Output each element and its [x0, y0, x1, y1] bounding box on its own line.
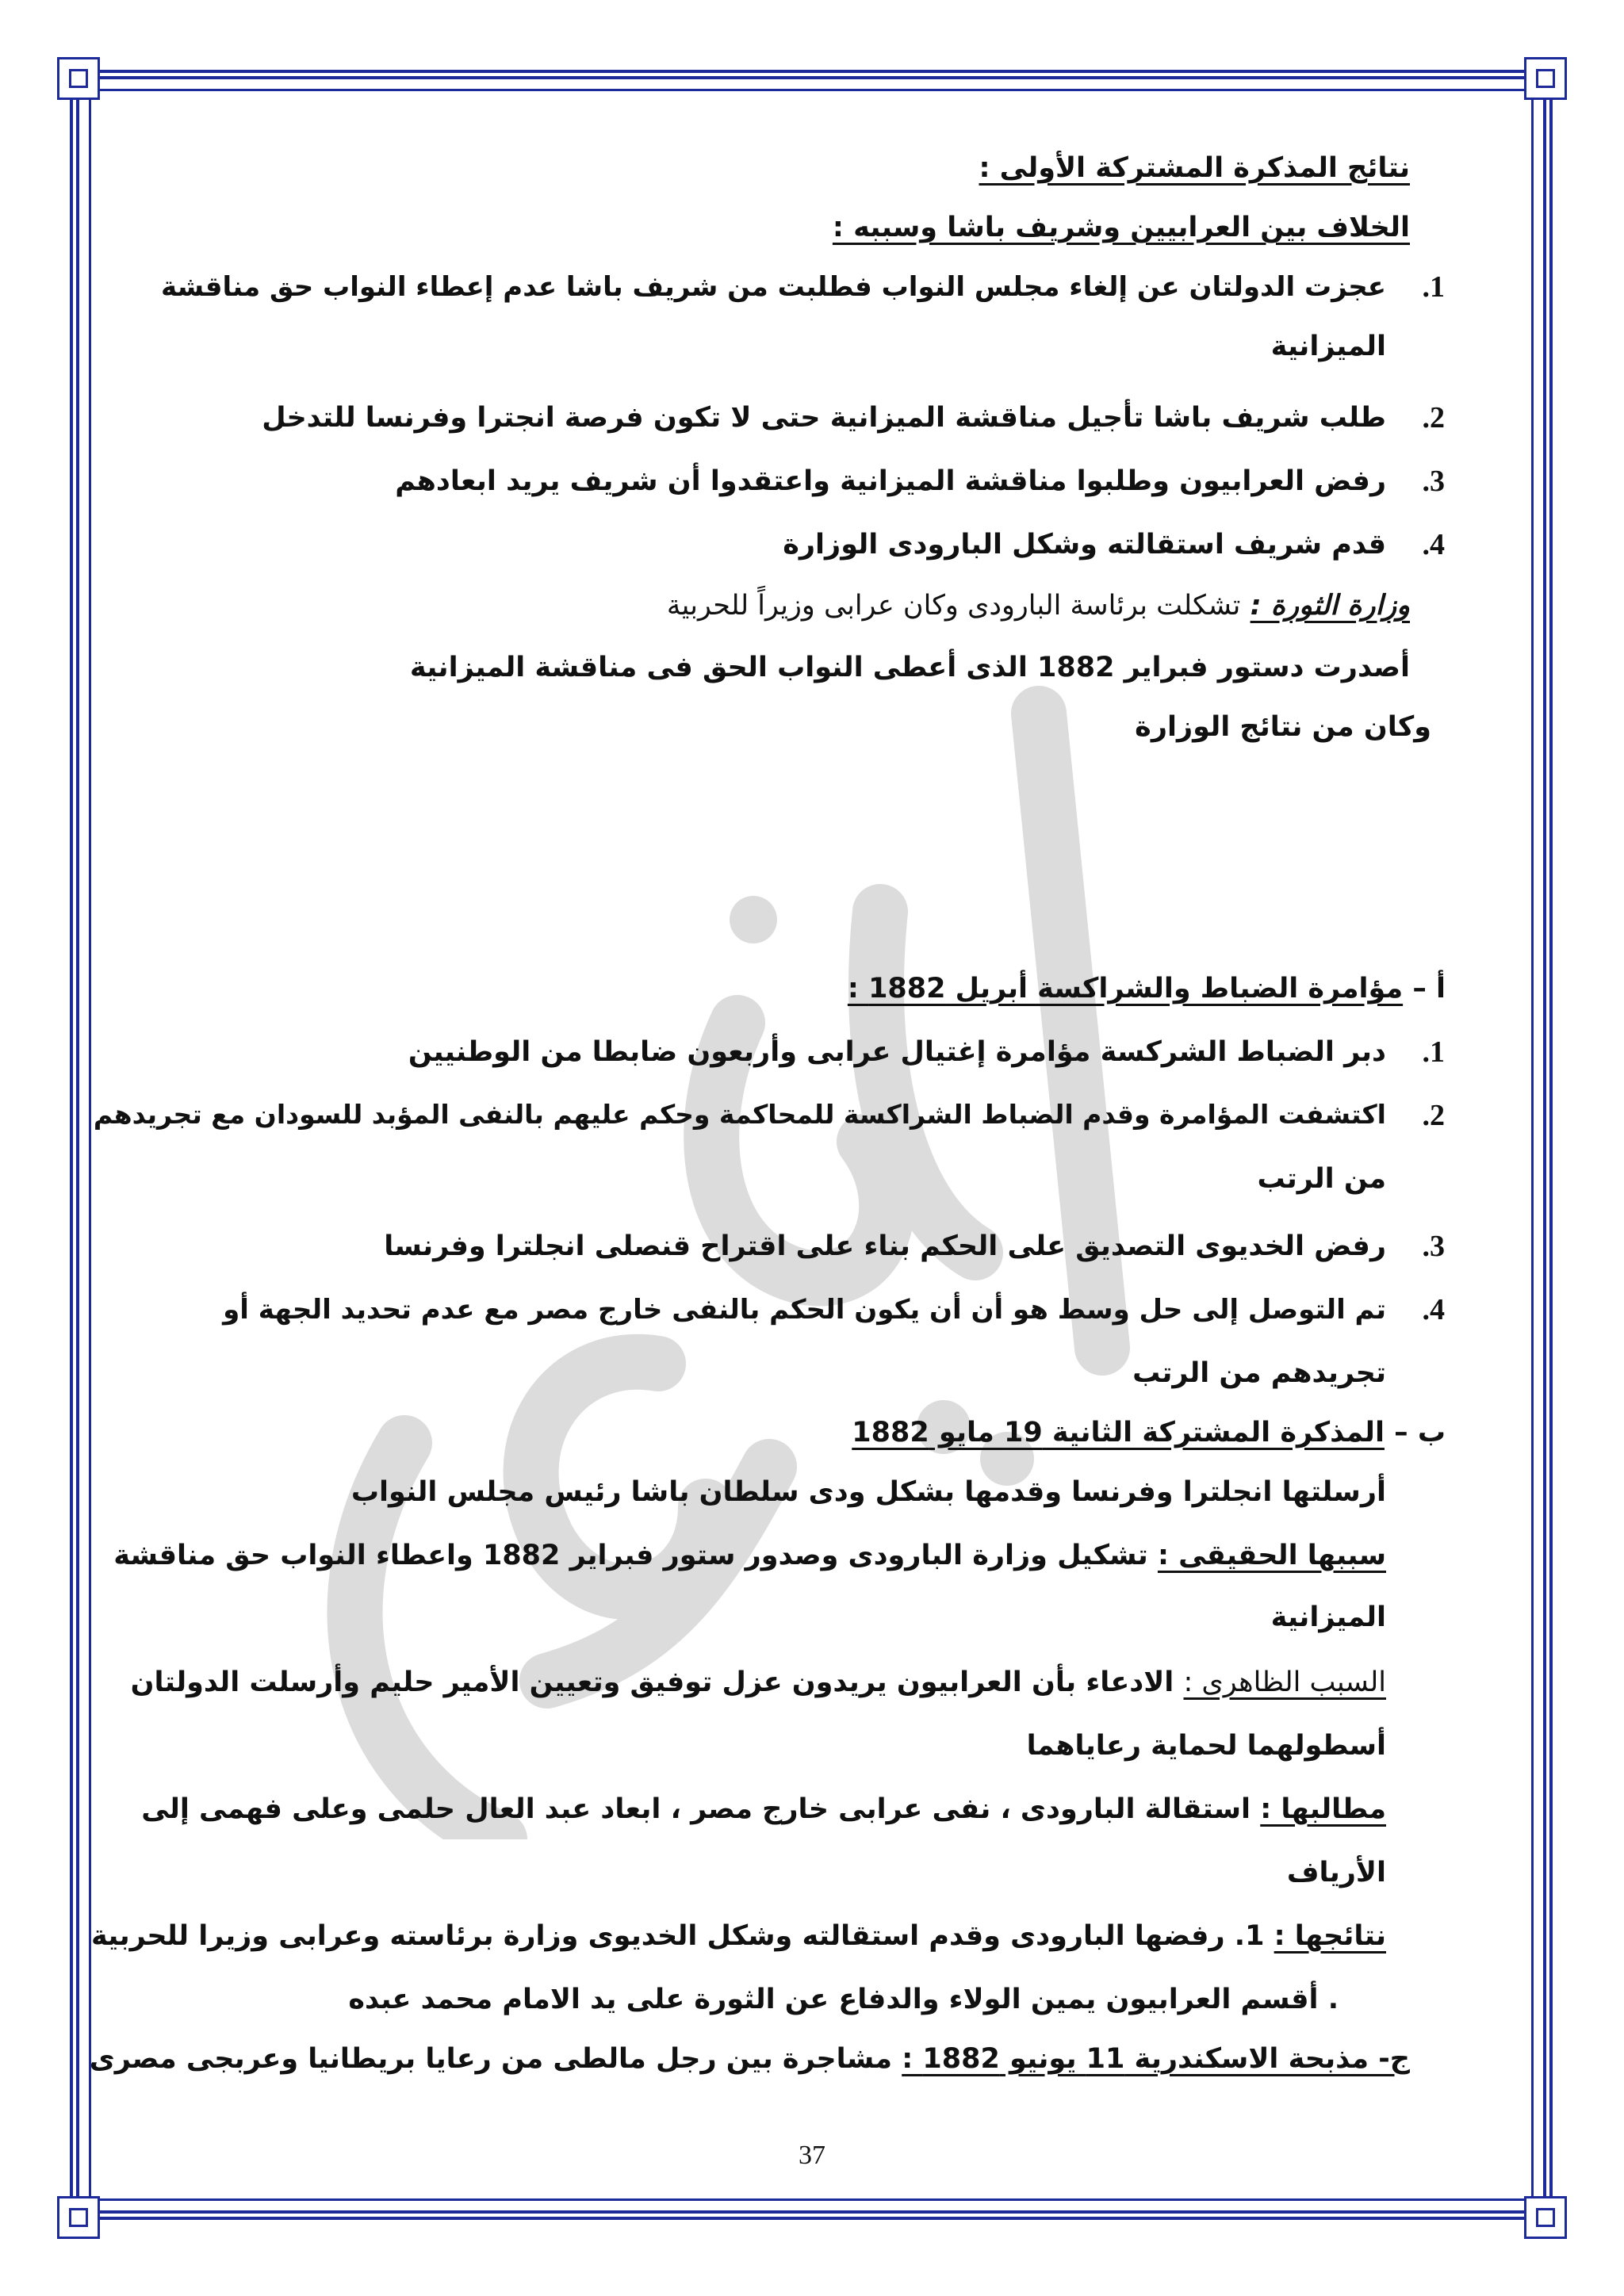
real-cause-line [113, 1538, 1386, 1575]
wizara-label: وزارة الثورة : [1250, 590, 1410, 622]
list-item-continuation: تجريدهم من الرتب [1132, 1357, 1386, 1389]
section-b-title: المذكرة المشتركة الثانية 19 مايو 1882 [852, 1417, 1385, 1448]
wizara-line [667, 588, 1410, 625]
list-item: طلب شريف باشا تأجيل مناقشة الميزانية حتى لا تكون فرصة انجترا وفرنسا للتدخل [262, 402, 1386, 434]
list-number: 2. [1422, 1099, 1445, 1132]
section-c-label: ج- مذبحة الاسكندرية 11 يونيو 1882 : [902, 2043, 1410, 2075]
apparent-cause-text: الادعاء بأن العرابيون يريدون عزل توفيق وتعيين الأمير حليم وأرسلت الدولتان [130, 1667, 1174, 1698]
demands-text: استقالة البارودى ، نفى عرابى خارج مصر ، ابعاد عبد العال حلمى وعلى فهمى إلى [141, 1793, 1251, 1825]
list-item: رفض الخديوى التصديق على الحكم بناء على اقتراح قنصلى انجلترا وفرنسا [384, 1230, 1386, 1262]
results-continuation: . أقسم العرابيون يمين الولاء والدفاع عن الثورة على يد الامام محمد عبده [348, 1984, 1339, 2015]
real-cause-continuation: الميزانية [1270, 1601, 1386, 1633]
list-number: 4. [1422, 528, 1445, 561]
demands-label: مطالبها : [1260, 1793, 1386, 1825]
list-number: 3. [1422, 465, 1445, 498]
real-cause-text: تشكيل وزارة البارودى وصدور ستور فبراير 1882 واعطاء النواب حق مناقشة [113, 1540, 1148, 1571]
section-a-title: مؤامرة الضباط والشراكسة أبريل 1882 : [847, 973, 1404, 1004]
section-a-prefix: أ – [1412, 973, 1446, 1004]
list-item: اكتشفت المؤامرة وقدم الضباط الشراكسة للمحاكمة وحكم عليهم بالنفى المؤبد للسودان مع تجريدهم [93, 1099, 1386, 1130]
list-item: رفض العرابيون وطلبوا مناقشة الميزانية واعتقدوا أن شريف يريد ابعادهم [395, 465, 1386, 497]
list-number: 3. [1422, 1230, 1445, 1263]
list-number: 4. [1422, 1293, 1445, 1326]
apparent-cause-line [131, 1665, 1386, 1701]
list-number: 2. [1422, 401, 1445, 434]
section-b-heading [852, 1415, 1446, 1452]
section-c-text: مشاجرة بين رجل مالطى من رعايا بريطانيا وعربجى مصرى [89, 2043, 893, 2075]
section-b-intro: أرسلتها انجلترا وفرنسا وقدمها بشكل ودى سلطان باشا رئيس مجلس النواب [350, 1476, 1386, 1508]
list-item: عجزت الدولتان عن إلغاء مجلس النواب فطلبت من شريف باشا عدم إعطاء النواب حق مناقشة [161, 271, 1386, 303]
constitution-line: أصدرت دستور فبراير 1882 الذى أعطى النواب الحق فى مناقشة الميزانية [409, 652, 1410, 683]
section-subtitle: الخلاف بين العرابيين وشريف باشا وسببه : [832, 212, 1410, 243]
apparent-cause-continuation: أسطولهما لحماية رعاياهما [1026, 1730, 1386, 1762]
real-cause-label: سببها الحقيقى : [1157, 1540, 1386, 1571]
list-item: دبر الضباط الشركسة مؤامرة إغتيال عرابى وأربعون ضابطا من الوطنيين [408, 1036, 1386, 1068]
section-c-line [90, 2042, 1410, 2078]
results-line [91, 1919, 1386, 1955]
results-heading: وكان من نتائج الوزارة [1135, 711, 1431, 743]
list-item-continuation: الميزانية [1270, 331, 1386, 362]
list-number: 1. [1422, 270, 1445, 304]
demands-line [141, 1792, 1386, 1828]
wizara-text: تشكلت برئاسة البارودى وكان عرابى وزيراً للحربية [666, 590, 1241, 622]
section-a-heading [848, 971, 1446, 1008]
page-number: 37 [799, 2141, 825, 2170]
results-text: 1. رفضها البارودى وقدم استقالته وشكل الخديوى وزارة برئاسته وعرابى وزيرا للحربية [90, 1920, 1265, 1952]
section-title: نتائج المذكرة المشتركة الأولى : [979, 152, 1410, 184]
apparent-cause-label: السبب الظاهرى : [1183, 1667, 1386, 1698]
results-label: نتائجها : [1274, 1920, 1386, 1952]
list-item: تم التوصل إلى حل وسط هو أن أن يكون الحكم بالنفى خارج مصر مع عدم تحديد الجهة أو [223, 1294, 1386, 1326]
list-item-continuation: من الرتب [1257, 1163, 1386, 1195]
list-item: قدم شريف استقالته وشكل البارودى الوزارة [783, 529, 1386, 561]
list-number: 1. [1422, 1035, 1445, 1069]
demands-continuation: الأرياف [1286, 1857, 1386, 1888]
section-b-prefix: ب – [1394, 1417, 1446, 1448]
